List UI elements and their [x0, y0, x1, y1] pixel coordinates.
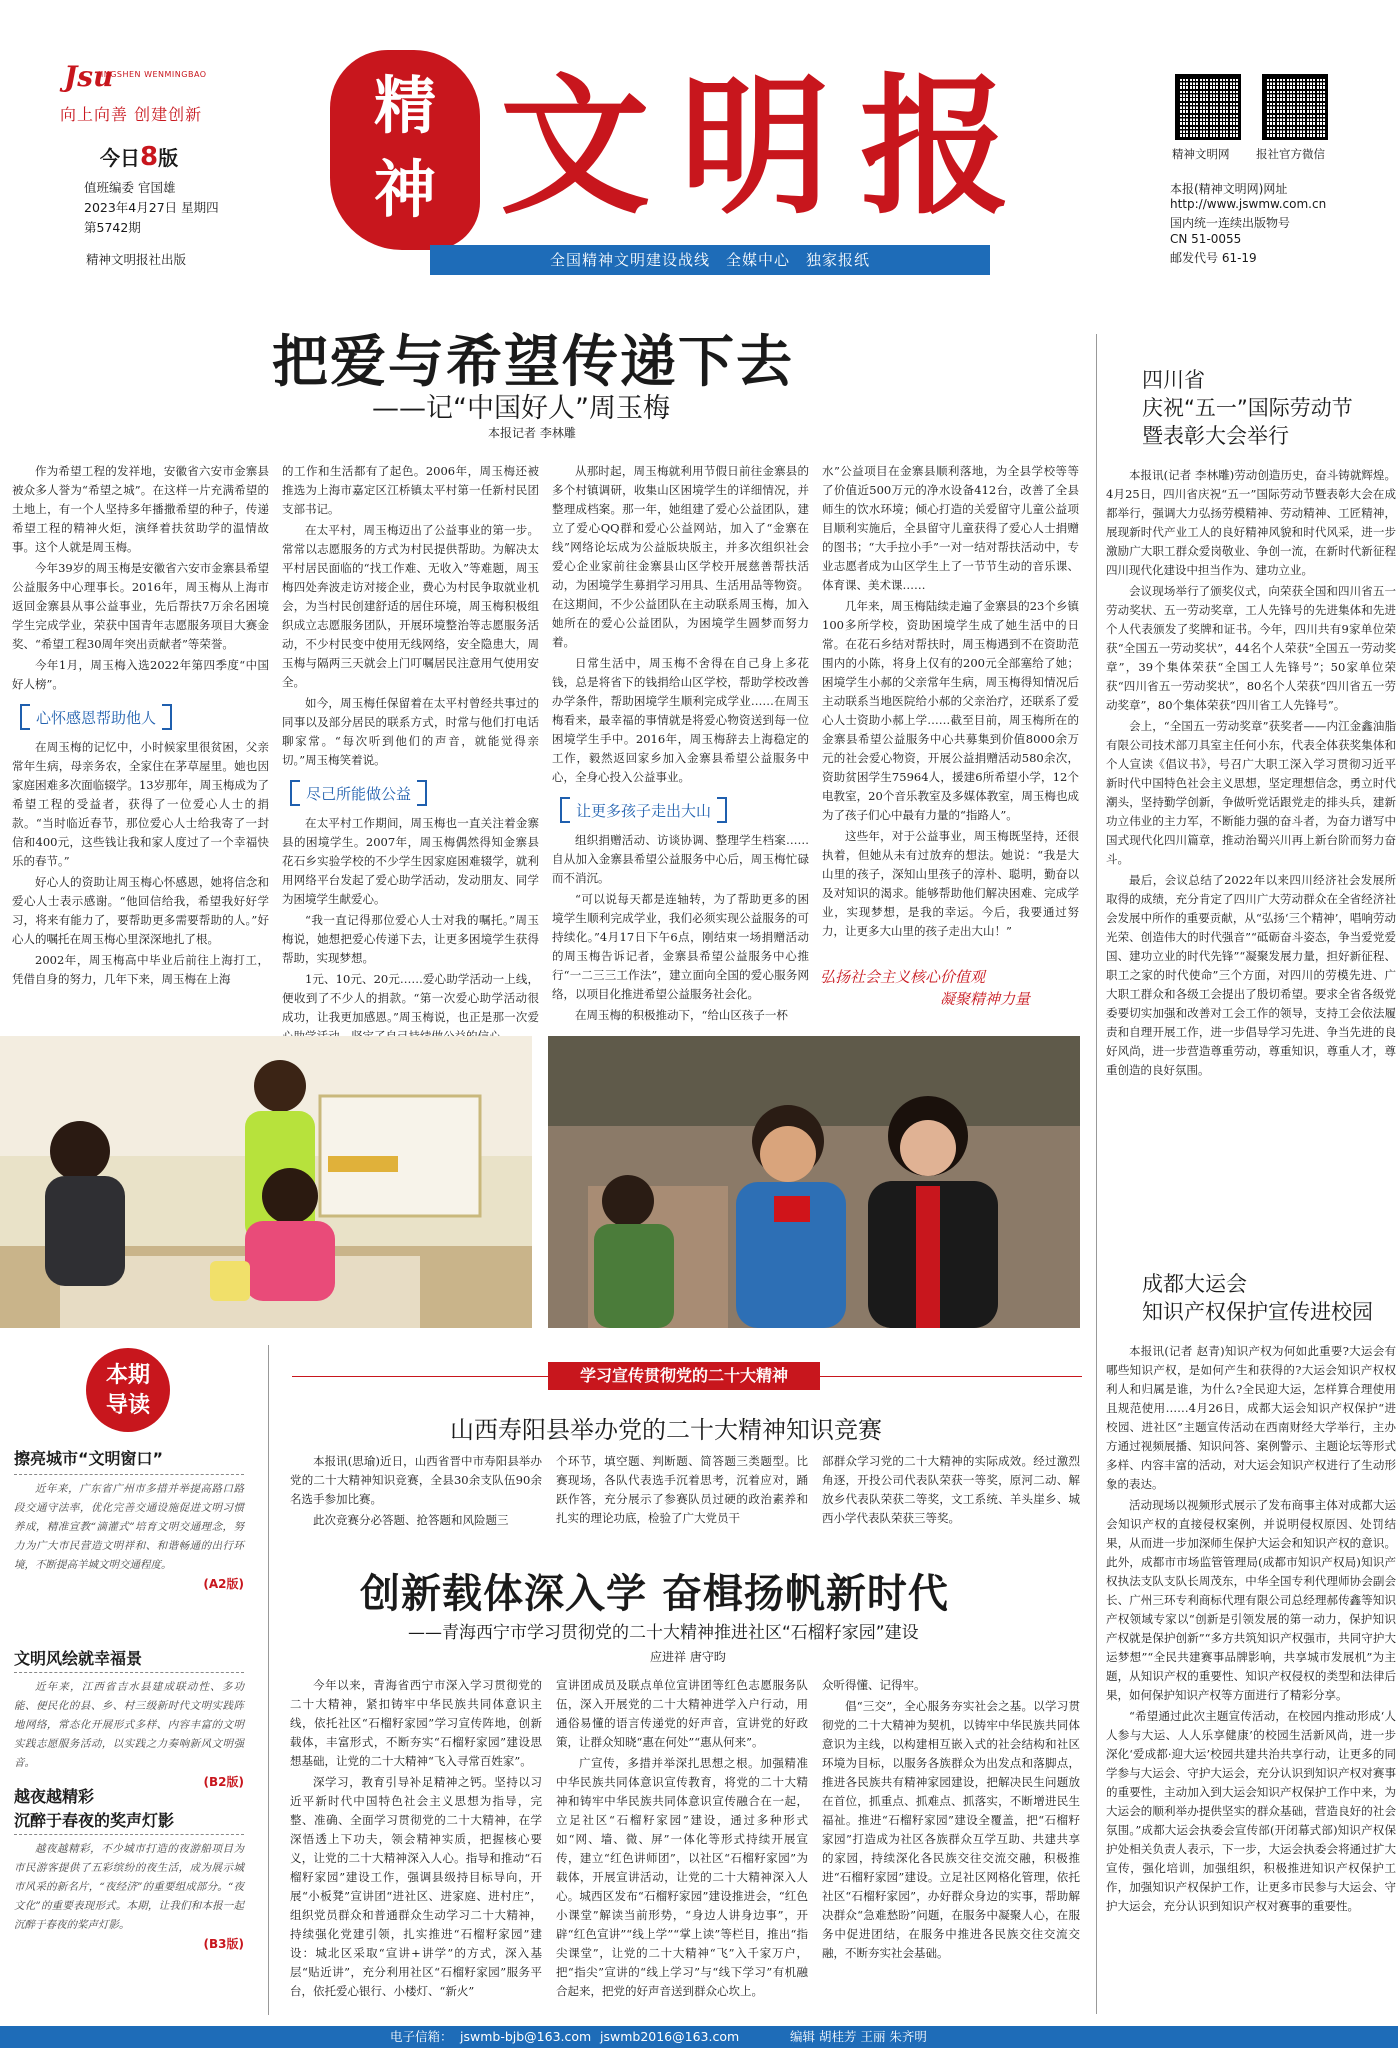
guide-item-3	[14, 1840, 244, 1952]
guide-badge-line-1: 本期	[105, 1362, 150, 1388]
paragraph: 这些年，对于公益事业，周玉梅既坚持，还很执着，但她从未有过放弃的想法。她说：“我是大山里的孩子，深知山里孩子的淳朴、聪明，勤奋以及对知识的渴求。能够帮助他们解决困难、完成学业，实现梦想，是我的幸运。今后，我要通过努力，让更多大山里的孩子走出大山！”	[822, 829, 1079, 938]
paragraph: 个环节，填空题、判断题、简答题三类题型。比赛现场，各队代表选手沉着思考，沉着应对，踊跃作答，充分展示了参赛队员过硬的政治素养和扎实的理论功底，检验了广大党员干	[556, 1454, 808, 1525]
paragraph: 2002年，周玉梅高中毕业后前往上海打工，凭借自身的努力，几年下来，周玉梅在上海	[12, 953, 269, 986]
paragraph: 1元、10元、20元……爱心助学活动一上线，便收到了不少人的捐款。“第一次爱心助学活动很成功，让我更加感恩。”周玉梅说，也正是那一次爱	[282, 972, 539, 1024]
qinghai-subheadline: ——青海西宁市学习贯彻党的二十大精神推进社区“石榴籽家园”建设	[408, 1623, 919, 1643]
newspaper-logo-mark: Jsu	[64, 60, 114, 93]
issue-number: 第5742期	[84, 220, 141, 235]
qr-label-website: 精神文明网	[1172, 147, 1230, 161]
duty-editor: 值班编委 官国雄	[84, 180, 176, 195]
paragraph: 在周玉梅的积极推动下，“给山区孩子一杯	[575, 1008, 788, 1022]
paragraph: 本报讯(记者 赵青)知识产权为何如此重要?大运会有哪些知识产权，是如何产生和获得的?大运会知识产权权利人和归属是谁，为什么?全民迎大运，怎样算合理使用且规范使用……4月26日，成都大运会知识产权保护“进校园、进社区”主题宣传活动在西南财经大学举行，主办方通过视频展播、知识问答、案例警示、主题论坛等形式多样、内容丰富的活动，对大运会知识产权进行了生动形象的表达。	[1106, 1344, 1396, 1491]
section-subheading: 尽己所能做公益	[290, 780, 539, 806]
paragraph: 广宣传，多措并举深扎思想之根。加强精准中华民族共同体意识宣传教育，将党的二十大精神和铸牢中华民族共同体意识宣传融合在一起，立足社区“石榴籽家园”建设，通过多种形式如“网、墙、微、屏”一体化等形式持续开展宣传，建立“红色讲师团”，以社区“石榴籽家园”为载体，开展宣讲活动，让党的二十大精神深入人心。城西区发布“石榴籽家园”建设推进会，“红色小课堂”解读当前形势，“身边人讲身边事”，开辟“红色宣讲”“线上学”“掌上读”等栏目，推出“指尖课堂”，让党的二十大精神“飞”入千家万户，把“指尖”宣讲的“线上学习”与“线下学习”有机融合起来，把党的好声音送到群众心坎上。	[556, 1756, 808, 1998]
paragraph: 倡“三交”，全心服务夯实社会之基。以学习贯彻党的二十大精神为契机，以铸牢中华民族共同体意识为主线，以构建相互嵌入式的社会结构和社区环境为目标，以服务各族群众为出发点和落脚点，推进各民族共有精神家园建设，把解决民生问题放在首位，抓重点、抓难点、抓落实，不断增进民生福祉。推进“石榴籽家园”建设全覆盖，把“石榴籽家园”打造成为社区各族群众互学互助、共建共享的家园，持续深化各民族交往交流交融，积极推进“石榴籽家园”建设。立足社区网格化管理，依托社区“石榴籽家园”，办好群众身边的实事，帮助解决群众“急难愁盼”问题，在服务中凝聚人心，在服务中促进团结，在服务中推进各民族交往交流交融，不断夯实社会基础。	[822, 1699, 1080, 1960]
shanxi-column-3	[822, 1452, 1080, 1528]
masthead-title: 文明报	[500, 59, 1041, 235]
issue-date: 2023年4月27日 星期四	[84, 200, 219, 215]
publisher-line: 精神文明报社出版	[86, 252, 187, 267]
right-article-2-title-line-1: 成都大运会	[1142, 1272, 1247, 1296]
footer-bar	[0, 2026, 1398, 2048]
paragraph: 会议现场举行了颁奖仪式，向荣获全国和四川省五一劳动奖状、五一劳动奖章，工人先锋号的先进集体和先进个人代表颁发了奖牌和证书。今年，四川共有9家单位荣获“全国五一劳动奖状”，44名个人荣获“全国五一劳动奖章”，39个集体荣获“全国工人先锋号”；50家单位荣获“四川省五一劳动奖状”，80名个人荣获“四川省五一劳动奖章”，80个集体荣获“四川省工人先锋号”。	[1106, 584, 1396, 712]
qr-code-website	[1175, 74, 1241, 140]
paragraph: 在太平村，周玉梅迈出了公益事业的第一步。常常以志愿服务的方式为村民提供帮助。为解决太平村居民面临的“找工作难、无收入”等难题，周玉梅四处奔波走访对接企业，费心为村民争取就业机会，为当村民创建舒适的居住环境，周玉梅积极组织成立志愿服务团队，开展环境整治等志愿服务活动，不少村民变中使用无线网络，安全隐患大，周玉梅与隔两三天就会上门叮嘱居民注意用气使用安全。	[282, 523, 539, 689]
guide-item-text: 近年来，江西省吉水县建成联动性、多功能、便民化的县、乡、村三级新时代文明实践阵地网络，常态化开展形式多样、内容丰富的文明实践志愿服务活动，以实践之力奏响新风文明强音。	[14, 1681, 244, 1769]
cn-number: CN 51-0055	[1170, 232, 1242, 246]
right-article-1-body	[1106, 466, 1396, 1080]
paragraph: 众听得懂、记得牢。	[822, 1678, 926, 1692]
lead-column-2	[282, 462, 539, 1046]
shanxi-headline: 山西寿阳县举办党的二十大精神知识竞赛	[450, 1416, 882, 1444]
paragraph: “我一直记得那位爱心人士对我的嘱托。”周玉梅说，她想把爱心传递下去，让更多困境学生获得帮助，实现梦想。	[282, 913, 539, 965]
guide-item-1	[14, 1480, 244, 1592]
right-article-1-title-line-2: 庆祝“五一”国际劳动节	[1142, 396, 1353, 420]
paragraph: 本报讯(思瑜)近日，山西省晋中市寿阳县举办党的二十大精神知识竞赛，全县30余支队伍90余名选手参加比赛。	[290, 1454, 542, 1506]
guide-rule	[14, 1672, 244, 1673]
paragraph: 水”公益项目在金寨县顺利落地，为全县学校等等了价值近500万元的净水设备412台，改善了全县师生的饮水环境；倾心打造的关爱留守儿童公益项目顺利实施后，全县留守儿童获得了爱心人士捐赠的图书；“大手拉小手”一对一结对帮扶活动中，专业志愿者成为山区学生上了一节节生动的音乐课、体育课、美术课……	[822, 464, 1079, 592]
paragraph: 今年以来，青海省西宁市深入学习贯彻党的二十大精神，紧扣铸牢中华民族共同体意识主线，依托社区“石榴籽家园”学习宣传阵地，创新载体，丰富形式，不断夯实“石榴籽家园”建设思想基础，让党的二十大精神“飞入寻常百姓家”。	[290, 1678, 542, 1768]
paragraph: 今年39岁的周玉梅是安徽省六安市金寨县希望公益服务中心理事长。2016年，周玉梅从上海市返回金寨县从事公益事业，先后帮扶7万余名困境学生完成学业，荣获中国青年志愿服务项目大赛金奖、“希望工程30周年突出贡献者”等荣誉。	[12, 561, 269, 651]
motto-line-2: 凝聚精神力量	[940, 990, 1031, 1008]
guide-item-page[interactable]: (A2版)	[203, 1577, 244, 1591]
guide-item-3-title-line-2[interactable]: 沉醉于春夜的奖声灯影	[14, 1811, 175, 1830]
guide-item-page[interactable]: (B3版)	[203, 1937, 244, 1951]
newspaper-logo-subtitle: JINGSHEN WENMINGBAO	[98, 70, 207, 79]
guide-rule	[14, 1834, 244, 1835]
paragraph: “可以说每天都是连轴转，为了帮助更多的困境学生顺利完成学业，我们必须实现公益服务的可持续化。”4月17日下午6点，刚结束一场捐赠活动的周玉梅告诉记者，金寨县希望公益服务中心推行“一二三三工作法”，建立面向全国的爱心服务网络，以项目化推进希望公益服务社会化。	[552, 892, 809, 1001]
right-article-1-title-line-3: 暨表彰大会举行	[1142, 424, 1289, 448]
right-article-2-title-line-2: 知识产权保护宣传进校园	[1142, 1300, 1373, 1324]
paragraph: 最后，会议总结了2022年以来四川经济社会发展所取得的成绩，充分肯定了四川广大劳动群众在全省经济社会发展中所作的重要贡献，从“弘扬‘三个精神’，唱响劳动光荣、创造伟大的时代强音”“砥砺奋斗姿态，争当爱党爱国、建功立业的时代先锋”“凝聚发展力量，担好新征程、职工之家的时代使命”三个方面，对四川的劳模先进、广大职工群众和各级工会提出了殷切希望。要求全省各级党委要切实加强和改善对工会工作的领导，支持工会依法履责和自理开展工作，进一步倡导学习先进、争当先进的良好风尚，进一步营造尊重劳动，尊重知识，尊重人才，尊重创造的良好氛围。	[1106, 873, 1396, 1077]
paragraph: 作为希望工程的发祥地，安徽省六安市金寨县被众多人誉为“希望之城”。在这样一片充满希望的土地上，有一个人坚持多年播撒希望的种子，传递希望工程的精神火炬，演绎着扶贫助学的温情故事。这个人就是周玉梅。	[12, 464, 269, 554]
guide-item-2-title[interactable]: 文明风绘就幸福景	[14, 1649, 143, 1668]
guide-item-3-title-line-1[interactable]: 越夜越精彩	[14, 1787, 95, 1806]
qr-code-wechat	[1262, 74, 1328, 140]
lead-column-1	[12, 462, 269, 989]
guide-divider	[268, 1345, 269, 2015]
paragraph: 会上，“全国五一劳动奖章”获奖者——内江金鑫油脂有限公司技术部刀具室主任何小东，代表全体获奖集体和个人宣读《倡议书》，号召广大职工深入学习贯彻习近平新时代中国特色社会主义思想，坚定理想信念，勇立时代潮头，坚持勤学创新，争做听党话跟党走的排头兵，建新功立伟业的主力军，不断能力强的奋斗者，为奋力谱写中国式现代化四川篇章，推动治蜀兴川再上新台阶而努力奋斗。	[1106, 719, 1396, 866]
right-article-2-body	[1106, 1342, 1396, 1916]
qinghai-headline: 创新载体深入学 奋楫扬帆新时代	[360, 1571, 949, 1617]
today-label: 今日	[100, 146, 140, 170]
lead-subheadline: ——记“中国好人”周玉梅	[372, 393, 670, 424]
guide-item-text: 越夜越精彩，不少城市打造的夜游船项目为市民游客提供了五彩缤纷的夜生活，成为展示城市风采的新名片，“夜经济”的重要组成部分。“夜文化”的重要表现形式。本期，让我们和本报一起沉醉于春夜的桨声灯影。	[14, 1843, 244, 1931]
today-pages	[100, 142, 178, 172]
paragraph: 几年来，周玉梅陆续走遍了金寨县的23个乡镇100多所学校，资助困境学生成了她生活中的日常。在花石乡结对帮扶时，周玉梅遇到不在资助范围内的小陈，将身上仅有的200元全部塞给了她；困境学生小郝的父亲常年生病，周玉梅得知情况后主动联系当地医院给小郝的父亲治疗，还联系了爱心人士资助小郝上学……截至目前，周玉梅所在的金寨县希望公益服务中心共募集到价值8000余万元的社会爱心物资，开展公益捐赠活动580余次，资助贫困学生75964人，援建6所希望小学，12个电教室，20个音乐教室及多媒体教室，周玉梅也成为了孩子们心中最有力量的“指路人”。	[822, 599, 1079, 822]
paragraph: 在周玉梅的记忆中，小时候家里很贫困，父亲常年生病，母亲务农，全家住在茅草屋里。她也因家庭困难多次面临辍学。13岁那年，周玉梅成为了希望工程的受益者，获得了一位爱心人士的捐款。“当时临近春节，那位爱心人士给我寄了一封信和400元，这些钱让我和家人度过了一个幸福快乐的春节。”	[12, 740, 269, 868]
paragraph: 本报讯(记者 李林雕)劳动创造历史，奋斗铸就辉煌。4月25日，四川省庆祝“五一”国际劳动节暨表彰大会在成都举行，强调大力弘扬劳模精神、劳动精神、工匠精神，展现新时代产业工人的良好精神风貌和时代风采，进一步激励广大职工群众爱岗敬业、争创一流，在新时代新征程四川现代化建设中担当作为、建功立业。	[1106, 468, 1396, 577]
paragraph: 在太平村工作期间，周玉梅也一直关注着金寨县的困境学生。2007年，周玉梅偶然得知金寨县花石乡实验学校的不少学生因家庭困难辍学，就利用网络平台发起了爱心助学活动，发动朋友、同学为困境学生献爱心。	[282, 816, 539, 906]
section-subheading: 心怀感恩帮助他人	[20, 704, 269, 730]
section-subheading: 让更多孩子走出大山	[560, 797, 809, 823]
section-banner: 学习宣传贯彻党的二十大精神	[548, 1362, 820, 1390]
paragraph: 部群众学习党的二十大精神的实际成效。经过激烈角逐，开投公司代表队荣获一等奖，原河二动、解放乡代表队荣获二等奖，文工系统、羊头崖乡、城西小学代表队荣获三等奖。	[822, 1454, 1080, 1525]
footer-email-label: 电子信箱：	[390, 2029, 453, 2044]
qinghai-column-1	[290, 1676, 542, 2016]
paragraph: 此次竞赛分必答题、抢答题和风险题三	[313, 1513, 509, 1527]
paragraph: 宣讲团成员及联点单位宣讲团等红色志愿服务队伍，深入开展党的二十大精神进学入户行动，用通俗易懂的语言传递党的好声音，宣讲党的好政策，让群众知晓“惠在何处”“惠从何来”。	[556, 1678, 808, 1749]
guide-badge-line-2: 导读	[105, 1392, 150, 1418]
post-code: 邮发代号 61-19	[1170, 251, 1257, 265]
guide-item-text: 近年来，广东省广州市多措并举提高路口路段交通守法率，优化完善交通设施促进文明习惯养成，精准宣教“滴灌式”培育文明交通理念，努力为广大市民营造文明祥和、和谐畅通的出行环境，不断提高羊城文明交通程度。	[14, 1483, 244, 1571]
paragraph: 组织捐赠活动、访谈协调、整理学生档案……自从加入金寨县希望公益服务中心后，周玉梅忙碌而不消沉。	[552, 833, 809, 885]
photo-tutoring-girl	[0, 1036, 532, 1328]
footer-editors: 编辑 胡桂芳 王丽 朱齐明	[790, 2029, 927, 2044]
qinghai-byline: 应进祥 唐守昀	[650, 1650, 726, 1664]
qinghai-column-2	[556, 1676, 808, 2016]
cn-label: 国内统一连续出版物号	[1170, 216, 1291, 230]
guide-badge	[86, 1348, 170, 1432]
guide-item-1-title[interactable]: 擦亮城市“文明窗口”	[14, 1449, 164, 1468]
paragraph: “希望通过此次主题宣传活动，在校园内推动形成‘人人参与大运、人人乐享健康’的校园生活新风尚，进一步深化‘爱成都·迎大运’校园共建共治共享行动，让更多的同学参与大运会、守护大运会，充分认识到知识产权对赛事的重要性，主动加入到大运会知识产权保护工作中来，为大运会的顺利举办提供坚实的群众基础，营造良好的社会氛围。”成都大运会执委会宣传部(开闭幕式部)知识产权保护处相关负责人表示，下一步，大运会执委会将通过扩大宣传，强化培训，加强组织，积极推进知识产权保护工作，加强知识产权保护工作，让更多市民参与大运会、守护大运会，充分认识到知识产权对赛事的重要性。	[1106, 1709, 1396, 1913]
footer-email-2[interactable]: jswmb2016@163.com	[600, 2029, 740, 2044]
lead-byline: 本报记者 李林雕	[488, 426, 576, 440]
right-article-1-title-line-1: 四川省	[1142, 368, 1205, 392]
today-pages-unit: 版	[158, 146, 179, 170]
guide-rule	[14, 1474, 244, 1475]
masthead-slogan: 向上向善 创建创新	[60, 105, 203, 124]
guide-item-page[interactable]: (B2版)	[203, 1775, 244, 1789]
masthead-title-seal: 精神	[330, 50, 480, 250]
shanxi-column-2	[556, 1452, 808, 1528]
qinghai-column-3	[822, 1676, 1080, 2016]
motto-line-1: 弘扬社会主义核心价值观	[820, 968, 986, 986]
paragraph: 活动现场以视频形式展示了发布商事主体对成都大运会知识产权的直接侵权案例，并说明侵权原因、处罚结果，从而进一步加深师生保护大运会和知识产权的意识。此外，成都市市场监管管理局(成都市知识产权局)知识产权执法支队支队长周茂东，中华全国专利代理师协会副会长、广州三环专利商标代理有限公司总经理郝传鑫等知识产权领域专家以“创新是引领发展的第一动力，保护知识产权就是保护创新”“多方共筑知识产权强市，共同守护大运梦想”“全民共建赛事品牌影响，共享城市发展机”为主题，从知识产权的重要性、知识产权侵权的类型和法律后果，如何保护知识产权等方面进行了精彩分享。	[1106, 1498, 1396, 1702]
lead-column-4	[822, 462, 1079, 941]
lead-headline: 把爱与希望传递下去	[272, 330, 794, 395]
qr-label-wechat: 报社官方微信	[1256, 147, 1325, 161]
lead-column-3	[552, 462, 809, 1025]
photo-boy-with-red-envelope	[548, 1036, 1080, 1328]
paragraph: 如今，周玉梅任保留着在太平村曾经共事过的同事以及部分居民的联系方式，时常与他们打电话聊家常。“每次听到他们的声音，就能觉得亲切。”周玉梅笑着说。	[282, 696, 539, 767]
site-label: 本报(精神文明网)网址	[1170, 182, 1288, 196]
shanxi-column-1	[290, 1452, 542, 1530]
paragraph: 从那时起，周玉梅就利用节假日前往金寨县的多个村镇调研，收集山区困境学生的详细情况，并整理成档案。那一年，她组建了爱心公益团队，建立了爱心QQ群和爱心公益网站，加入了“金寨在线”网络论坛成为公益版块版主，并多次组织社会爱心企业家前往金寨县山区学校开展慈善帮扶活动，为困境学生募捐学习用具、生活用品等物资。在这期间，不少公益团队在主动联系周玉梅，加入她所在的爱心公益团队，为困境学生圆梦而努力着。	[552, 464, 809, 649]
site-url: http://www.jswmw.com.cn	[1170, 197, 1327, 211]
paragraph: 好心人的资助让周玉梅心怀感恩，她将信念和爱心人士表示感谢。“他回信给我，希望我好好学习，将来有能力了，要帮助更多需要帮助的人。”好心人的嘱托在周玉梅心里深深地扎了根。	[12, 875, 269, 946]
paragraph: 深学习，教育引导补足精神之钙。坚持以习近平新时代中国特色社会主义思想为指导，完整、准确、全面学习贯彻党的二十大精神，在学深悟透上下功夫，领会精神实质，把握核心要义，让党的二十大精神深入人心。指导和推动“石榴籽家园”建设工作，强调县级持目标导向，开展“小板凳”宣讲团“进社区、进家庭、进村庄”，组织党员群众和普通群众生动学习二十大精神，持续强化党建引领，扎实推进“石榴籽家园”建设：城北区采取“宣讲+讲学”的方式，深入基层“贴近讲”，充分利用社区“石榴籽家园”服务平台，依托爱心银行、小楼灯、“新火”	[290, 1775, 542, 1998]
today-pages-count: 8	[140, 142, 159, 172]
guide-item-2	[14, 1678, 244, 1790]
paragraph: 今年1月，周玉梅入选2022年第四季度“中国好人榜”。	[12, 658, 269, 691]
footer-email-1[interactable]: jswmb-bjb@163.com	[460, 2029, 592, 2044]
paragraph: 的工作和生活都有了起色。2006年，周玉梅还被推选为上海市嘉定区江桥镇太平村第一任新村民团支部书记。	[282, 464, 539, 516]
column-divider	[1096, 334, 1097, 2014]
paragraph: 日常生活中，周玉梅不舍得在自己身上多花钱，总是将省下的钱捐给山区学校，帮助学校改善办学条件，帮助困境学生顺利完成学业……在周玉梅看来，最幸福的事情就是将爱心物资送到每一位困境学生手中。2016年，周玉梅辞去上海稳定的工作，毅然返回家乡加入金寨县希望公益服务中心，全身心投入公益事业。	[552, 656, 809, 784]
motto-stamp	[820, 966, 1080, 1010]
masthead-slogan-bar: 全国精神文明建设战线 全媒中心 独家报纸	[430, 245, 990, 275]
